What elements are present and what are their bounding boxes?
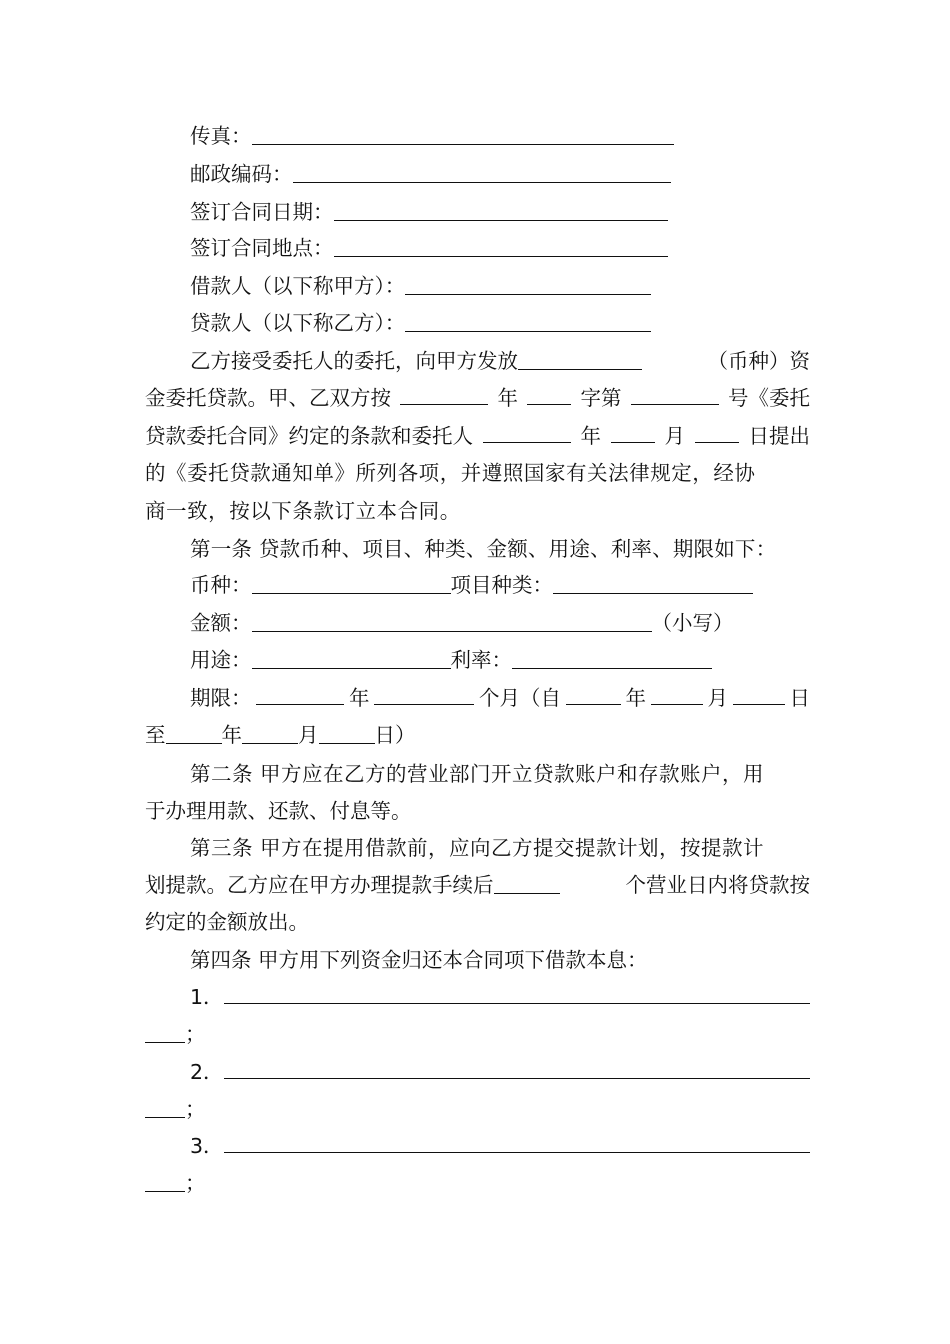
project-blank (553, 568, 753, 594)
term-text: 年 (221, 723, 242, 747)
blank (566, 679, 621, 705)
intro-text: 月 (664, 424, 685, 448)
article2-line-1: 第二条 甲方应在乙方的营业部门开立贷款账户和存款账户，用 (190, 762, 765, 786)
term-text: 日） (374, 723, 416, 747)
term-text: 月 (707, 686, 728, 710)
article3-text: 个营业日内将贷款按 (625, 873, 810, 897)
item-number: 1． (190, 985, 224, 1009)
currency-field-blank (252, 568, 451, 594)
blank (145, 1092, 185, 1118)
blank (145, 1166, 185, 1192)
article2-line-2: 于办理用款、还款、付息等。 (145, 799, 412, 823)
amount-row (190, 604, 810, 642)
currency-label: 币种： (190, 573, 252, 597)
repayment-item-1 (190, 978, 810, 1016)
article3-line-3: 约定的金额放出。 (145, 910, 309, 934)
borrower-label: 借款人（以下称甲方）： (190, 274, 406, 298)
article4-heading: 第四条 甲方用下列资金归还本合同项下借款本息： (190, 948, 648, 972)
rate-label: 利率： (450, 648, 512, 672)
intro-text: 字第 (580, 386, 622, 410)
blank (166, 718, 222, 744)
amount-label: 金额： (190, 611, 252, 635)
repayment-item-3-end (145, 1164, 810, 1202)
blank (527, 379, 571, 405)
rate-blank (512, 643, 712, 669)
blank (483, 417, 571, 443)
item-end: ； (185, 1097, 206, 1121)
blank (611, 417, 655, 443)
term-text: 月 (298, 723, 319, 747)
repayment-item-2 (190, 1053, 810, 1091)
intro-text: 贷款委托合同》约定的条款和委托人 (145, 424, 473, 448)
term-text: 至 (145, 723, 166, 747)
term-text: 年 (349, 686, 370, 710)
currency-blank (518, 344, 642, 370)
blank (651, 679, 703, 705)
intro-line-4: 的《委托贷款通知单》所列各项，并遵照国家有关法律规定，经协 (145, 461, 756, 485)
borrower-blank (405, 269, 651, 295)
fax-label: 传真： (190, 124, 252, 148)
blank (733, 679, 785, 705)
term-text: 个月（自 (479, 686, 561, 710)
blank (400, 379, 488, 405)
intro-text: 乙方接受委托人的委托，向甲方发放 (190, 349, 518, 373)
postcode-label: 邮政编码： (190, 162, 293, 186)
sign-place-label: 签订合同地点： (190, 236, 334, 260)
project-label: 项目种类： (450, 573, 553, 597)
fax-field (190, 117, 810, 155)
blank (242, 718, 298, 744)
item-number: 3． (190, 1134, 224, 1158)
purpose-rate-row (190, 641, 810, 679)
blank (224, 1127, 810, 1153)
postcode-field (190, 155, 810, 193)
postcode-blank (293, 157, 671, 183)
currency-project-row (190, 566, 810, 604)
item-number: 2． (190, 1060, 224, 1084)
sign-place-blank (334, 231, 668, 257)
amount-note: （小写） (651, 611, 734, 635)
lender-label: 贷款人（以下称乙方）： (190, 311, 406, 335)
term-text: 日 (789, 686, 810, 710)
term-label: 期限： (190, 686, 252, 710)
item-end: ； (185, 1171, 206, 1195)
intro-line-1 (190, 342, 810, 380)
term-text: 年 (625, 686, 646, 710)
purpose-label: 用途： (190, 648, 252, 672)
lender-blank (405, 306, 651, 332)
blank (256, 679, 344, 705)
sign-date-field (190, 193, 810, 231)
intro-text: （币种）资 (707, 349, 810, 373)
article3-text: 划提款。乙方应在甲方办理提款手续后 (145, 873, 494, 897)
intro-line-5: 商一致，按以下条款订立本合同。 (145, 499, 461, 523)
repayment-item-2-end (145, 1090, 810, 1128)
article1-heading: 第一条 贷款币种、项目、种类、金额、用途、利率、期限如下： (190, 537, 777, 561)
repayment-item-3 (190, 1127, 810, 1165)
blank (631, 379, 719, 405)
blank (224, 978, 810, 1004)
lender-field (190, 304, 810, 342)
term-end-row (145, 716, 810, 754)
intro-text: 金委托贷款。甲、乙双方按 (145, 386, 391, 410)
blank (145, 1017, 185, 1043)
article3-line-1: 第三条 甲方在提用借款前，应向乙方提交提款计划，按提款计 (190, 836, 765, 860)
fax-blank (252, 119, 674, 145)
intro-text: 年 (497, 386, 518, 410)
business-days-blank (494, 868, 560, 894)
intro-text: 年 (580, 424, 601, 448)
article3-line-2 (145, 866, 810, 904)
sign-date-label: 签订合同日期： (190, 200, 334, 224)
intro-text: 日提出 (748, 424, 810, 448)
borrower-field (190, 267, 810, 305)
intro-line-3 (145, 417, 810, 455)
intro-line-2 (145, 379, 810, 417)
purpose-blank (252, 643, 451, 669)
repayment-item-1-end (145, 1015, 810, 1053)
blank (374, 679, 474, 705)
term-row (190, 679, 810, 717)
intro-text: 号《委托 (728, 386, 810, 410)
amount-blank (252, 606, 652, 632)
sign-place-field (190, 229, 810, 267)
blank (224, 1053, 810, 1079)
item-end: ； (185, 1022, 206, 1046)
blank (695, 417, 739, 443)
sign-date-blank (334, 195, 668, 221)
blank (319, 718, 375, 744)
